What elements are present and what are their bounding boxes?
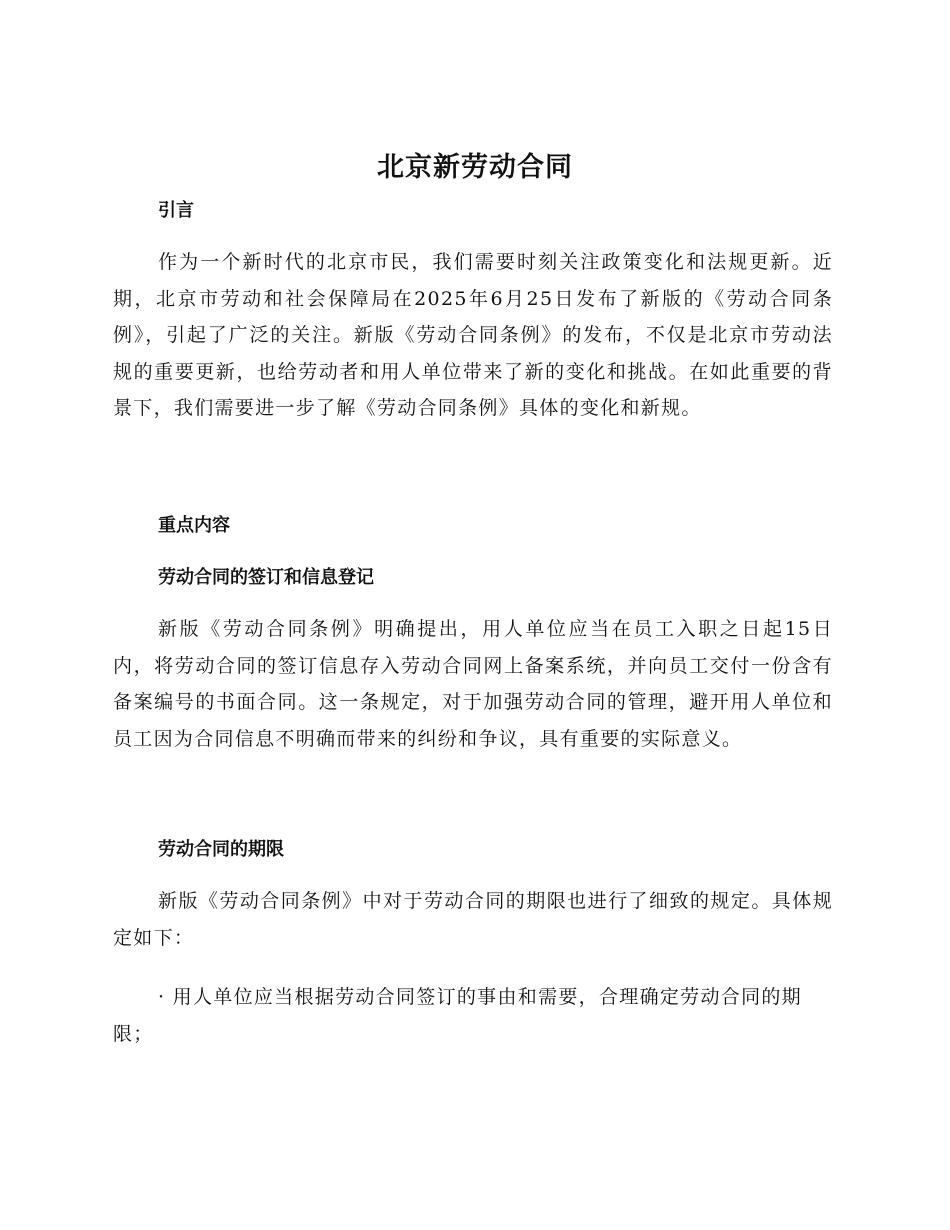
term-paragraph: 新版《劳动合同条例》中对于劳动合同的期限也进行了细致的规定。具体规定如下： xyxy=(113,890,833,949)
section-heading-intro: 引言 xyxy=(158,200,194,221)
section-heading-signing: 劳动合同的签订和信息登记 xyxy=(158,567,374,588)
signing-paragraph: 新版《劳动合同条例》明确提出，用人单位应当在员工入职之日起15日内，将劳动合同的签订信息存入劳动合同网上备案系统，并向员工交付一份含有备案编号的书面合同。这一条规定，对于加强劳动合同的管理，避开用人单位和员工因为合同信息不明确而带来的纠纷和争议，具有重要的实际意义。 xyxy=(113,618,833,750)
term-bullet-item: · 用人单位应当根据劳动合同签订的事由和需要，合理确定劳动合同的期限； xyxy=(113,986,802,1045)
section-heading-term: 劳动合同的期限 xyxy=(158,839,284,860)
section-heading-key-content: 重点内容 xyxy=(158,515,230,536)
intro-paragraph: 作为一个新时代的北京市民，我们需要时刻关注政策变化和法规更新。近期，北京市劳动和社会保障局在2025年6月25日发布了新版的《劳动合同条例》，引起了广泛的关注。新版《劳动合同条例》的发布，不仅是北京市劳动法规的重要更新，也给劳动者和用人单位带来了新的变化和挑战。在如此重要的背景下，我们需要进一步了解《劳动合同条例》具体的变化和新规。 xyxy=(113,251,833,420)
document-title: 北京新劳动合同 xyxy=(377,152,573,183)
